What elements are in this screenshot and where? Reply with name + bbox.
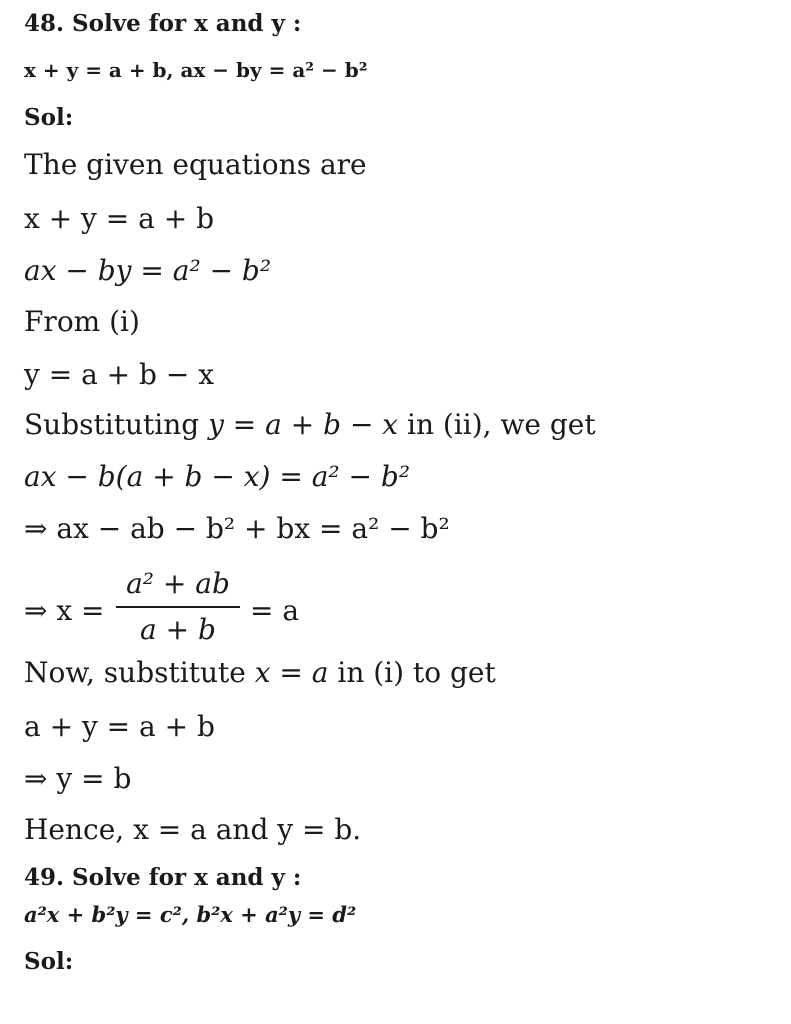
equation-i: x + y = a + b — [24, 202, 215, 235]
y-expression: y = a + b − x — [24, 358, 215, 391]
step-2-equation: ⇒ ax − ab − b² + bx = a² − b² — [24, 512, 450, 545]
step-4-equation: a + y = a + b — [24, 710, 215, 743]
equation-ii: ax − by = a² − b² — [24, 254, 272, 287]
question-48-heading: 48. Solve for x and y : — [24, 10, 302, 37]
question-49-equations: a²x + b²y = c², b²x + a²y = d² — [24, 902, 357, 927]
now-math: x = a — [254, 656, 329, 689]
step-3-suffix: = a — [250, 594, 300, 627]
fraction-denominator: a + b — [140, 613, 216, 646]
question-48-sol-label: Sol: — [24, 104, 74, 131]
now-substitute-line — [24, 656, 496, 689]
step-3-fraction-equation — [24, 566, 424, 658]
step-5-equation: ⇒ y = b — [24, 762, 132, 795]
fraction-bar — [116, 606, 240, 608]
step-1-equation: ax − b(a + b − x) = a² − b² — [24, 460, 411, 493]
substitution-prefix: Substituting — [24, 408, 209, 441]
solution-intro: The given equations are — [24, 148, 367, 181]
step-3-prefix: ⇒ x = — [24, 594, 105, 627]
fraction-numerator: a² + ab — [126, 567, 230, 600]
question-49-heading: 49. Solve for x and y : — [24, 864, 302, 891]
now-suffix: in (i) to get — [328, 656, 496, 689]
from-i-text: From (i) — [24, 305, 140, 338]
now-prefix: Now, substitute — [24, 656, 255, 689]
conclusion: Hence, x = a and y = b. — [24, 813, 362, 846]
question-48-equations: x + y = a + b, ax − by = a² − b² — [24, 58, 368, 82]
substitution-suffix: in (ii), we get — [398, 408, 596, 441]
question-49-sol-label: Sol: — [24, 948, 74, 975]
fraction — [116, 566, 240, 648]
substitution-math: y = a + b − x — [208, 408, 399, 441]
substitution-line — [24, 408, 596, 441]
